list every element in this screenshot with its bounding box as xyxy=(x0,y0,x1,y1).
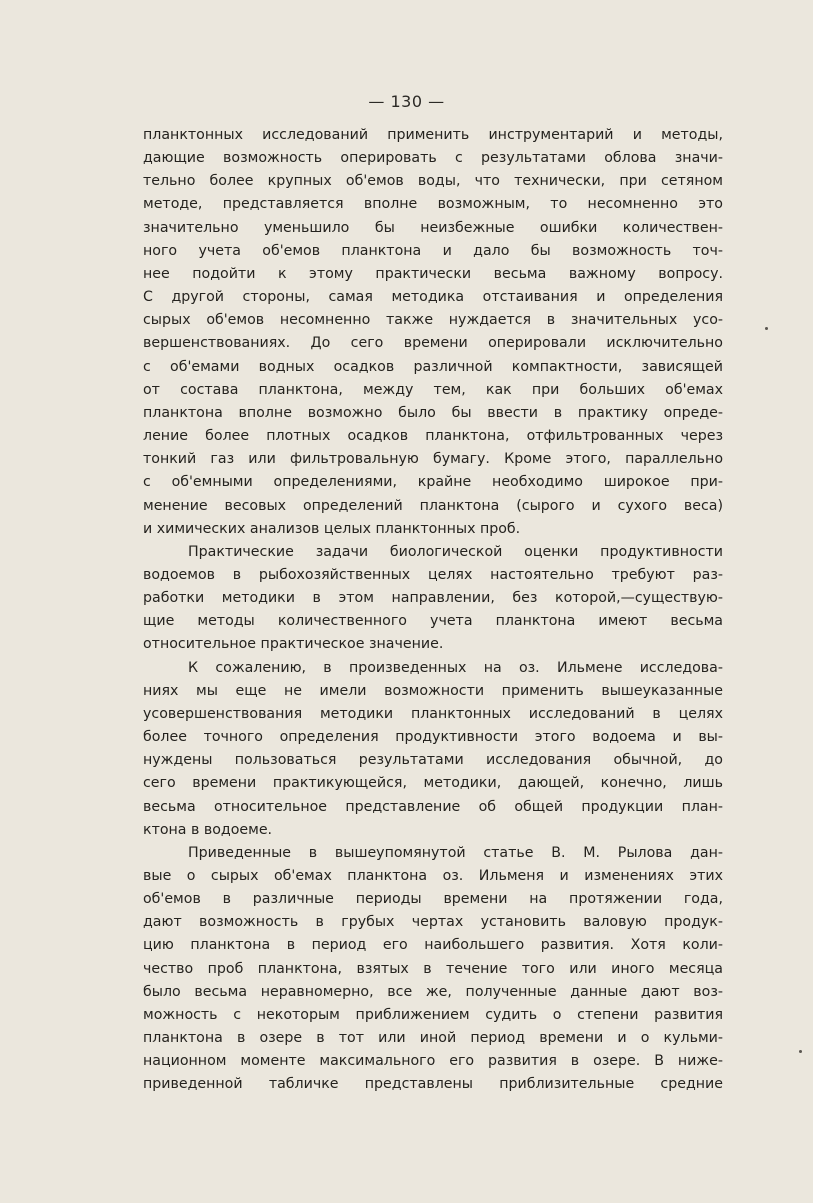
text-line: К сожалению, в произведенных на оз. Ильмене исследова- xyxy=(188,659,723,676)
text-line: тельно более крупных об'емов воды, что технически, при сетяном xyxy=(143,173,723,190)
text-line: приведенной табличке представлены приблизительные средние xyxy=(143,1076,723,1093)
text-line: водоемов в рыбохозяйственных целях настоятельно требуют раз- xyxy=(143,566,723,583)
text-line: усовершенствования методики планктонных исследований в целях xyxy=(143,705,723,722)
text-line: дают возможность в грубых чертах установить валовую продук- xyxy=(143,914,723,931)
text-line: вые о сырых об'емах планктона оз. Ильменя и изменениях этих xyxy=(143,868,723,884)
text-line: и химических анализов целых планктонных проб. xyxy=(143,520,521,537)
page-number: — 130 — xyxy=(368,92,445,111)
text-line: дающие возможность оперировать с результатами облова значи- xyxy=(143,150,723,167)
text-line: было весьма неравномерно, все же, полученные данные дают воз- xyxy=(143,983,723,1000)
text-line: об'емов в различные периоды времени на протяжении года, xyxy=(143,891,723,908)
text-line: с об'емными определениями, крайне необходимо широкое при- xyxy=(143,474,723,491)
text-line: С другой стороны, самая методика отстаивания и определения xyxy=(143,289,723,306)
text-line: планктона вполне возможно было бы ввести в практику опреде- xyxy=(143,404,723,421)
text-line: тонкий газ или фильтровальную бумагу. Кроме этого, параллельно xyxy=(143,451,723,468)
text-line: от состава планктона, между тем, как при больших об'емах xyxy=(143,381,723,398)
text-line: цию планктона в период его наибольшего развития. Хотя коли- xyxy=(143,937,723,954)
text-line: чество проб планктона, взятых в течение того или иного месяца xyxy=(143,960,723,977)
text-line: работки методики в этом направлении, без которой,—существую- xyxy=(143,590,723,607)
text-line: планктона в озере в тот или иной период времени и о кульми- xyxy=(143,1030,723,1047)
text-line: Практические задачи биологической оценки продуктивности xyxy=(188,543,723,560)
text-line: более точного определения продуктивности этого водоема и вы- xyxy=(143,729,723,746)
text-line: нее подойти к этому практически весьма важному вопросу. xyxy=(143,265,723,282)
text-line: Приведенные в вышеупомянутой статье В. М. Рылова дан- xyxy=(188,844,723,861)
text-line: сего времени практикующейся, методики, дающей, конечно, лишь xyxy=(143,775,723,792)
text-line: нуждены пользоваться результатами исследования обычной, до xyxy=(143,752,723,769)
print-speck xyxy=(799,1050,802,1053)
text-line: значительно уменьшило бы неизбежные ошибки количествен- xyxy=(143,219,723,236)
print-speck xyxy=(765,327,768,330)
text-line: планктонных исследований применить инструментарий и методы, xyxy=(143,127,723,143)
text-line: весьма относительное представление об общей продукции план- xyxy=(143,798,723,815)
text-line: ниях мы еще не имели возможности применить вышеуказанные xyxy=(143,682,723,699)
text-line: ктона в водоеме. xyxy=(143,821,273,838)
body-text xyxy=(143,124,723,1097)
text-line: национном моменте максимального его развития в озере. В ниже- xyxy=(143,1053,723,1070)
text-line: сырых об'емов несомненно также нуждается в значительных усо- xyxy=(143,312,723,329)
text-line: ного учета об'емов планктона и дало бы возможность точ- xyxy=(143,242,723,259)
text-line: методе, представляется вполне возможным, то несомненно это xyxy=(143,196,723,213)
text-line: вершенствованиях. До сего времени оперировали исключительно xyxy=(143,335,723,352)
text-line: ление более плотных осадков планктона, отфильтрованных через xyxy=(143,428,723,445)
text-line: можность с некоторым приближением судить о степени развития xyxy=(143,1006,723,1023)
text-line: относительное практическое значение. xyxy=(143,636,444,653)
text-line: менение весовых определений планктона (сырого и сухого веса) xyxy=(143,497,723,514)
text-line: щие методы количественного учета планктона имеют весьма xyxy=(143,613,723,630)
text-line: с об'емами водных осадков различной компактности, зависящей xyxy=(143,358,723,375)
